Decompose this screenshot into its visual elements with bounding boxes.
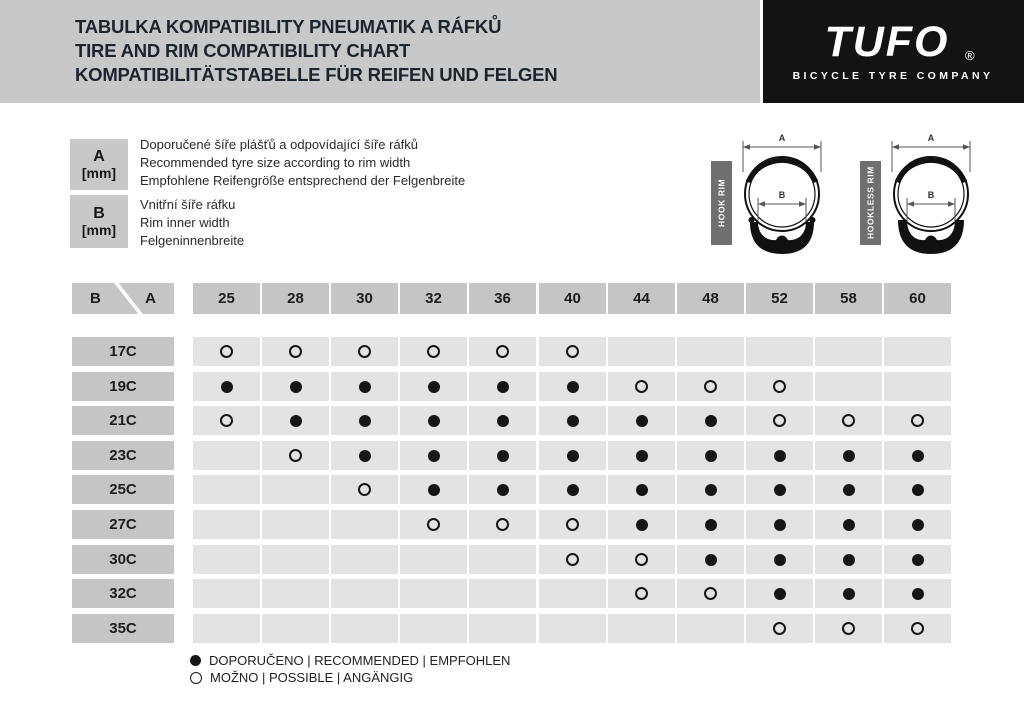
table-cell-23C-58 <box>815 441 882 470</box>
column-header-40: 40 <box>539 283 606 314</box>
possible-dot-icon <box>358 483 371 496</box>
possible-dot-icon <box>566 518 579 531</box>
table-cell-27C-40 <box>539 510 606 539</box>
table-cell-25C-44 <box>608 475 675 504</box>
table-cell-30C-58 <box>815 545 882 574</box>
key-possible <box>190 669 510 686</box>
table-cell-32C-48 <box>677 579 744 608</box>
column-header-25: 25 <box>193 283 260 314</box>
table-cell-17C-25 <box>193 337 260 366</box>
table-cell-27C-44 <box>608 510 675 539</box>
recommended-dot-icon <box>705 484 717 496</box>
row-header-30C: 30C <box>72 545 174 574</box>
recommended-dot-icon <box>221 381 233 393</box>
key-possible-label: MOŽNO | POSSIBLE | ANGÄNGIG <box>210 670 414 685</box>
legend-a-unit: [mm] <box>81 164 117 181</box>
table-cell-17C-32 <box>400 337 467 366</box>
recommended-dot-icon <box>774 519 786 531</box>
corner-diagonal-icon <box>72 283 174 314</box>
table-cell-35C-25 <box>193 614 260 643</box>
possible-dot-icon <box>911 622 924 635</box>
column-header-32: 32 <box>400 283 467 314</box>
possible-dot-icon <box>190 672 202 684</box>
table-cell-23C-36 <box>469 441 536 470</box>
recommended-dot-icon <box>290 415 302 427</box>
table-cell-21C-25 <box>193 406 260 435</box>
table-cell-19C-60 <box>884 372 951 401</box>
table-cell-32C-52 <box>746 579 813 608</box>
table-cell-27C-52 <box>746 510 813 539</box>
table-cell-19C-44 <box>608 372 675 401</box>
table-cell-35C-52 <box>746 614 813 643</box>
table-cell-30C-28 <box>262 545 329 574</box>
table-cell-23C-60 <box>884 441 951 470</box>
possible-dot-icon <box>496 345 509 358</box>
corner-row-axis-label: B <box>90 290 101 307</box>
possible-dot-icon <box>635 553 648 566</box>
table-cell-19C-36 <box>469 372 536 401</box>
table-cell-17C-28 <box>262 337 329 366</box>
possible-dot-icon <box>773 622 786 635</box>
hook-rim-label: HOOK RIM <box>711 161 732 245</box>
table-cell-19C-30 <box>331 372 398 401</box>
recommended-dot-icon <box>636 519 648 531</box>
logo-registered-mark: ® <box>965 48 975 63</box>
possible-dot-icon <box>773 414 786 427</box>
legend-b-line-cs: Vnitřní šíře ráfku <box>140 197 236 212</box>
table-cell-30C-40 <box>539 545 606 574</box>
possible-dot-icon <box>220 414 233 427</box>
table-cell-30C-32 <box>400 545 467 574</box>
column-header-48: 48 <box>677 283 744 314</box>
recommended-dot-icon <box>774 450 786 462</box>
hookless-rim-diagram-icon <box>885 130 977 256</box>
table-cell-25C-52 <box>746 475 813 504</box>
possible-dot-icon <box>289 449 302 462</box>
table-cell-23C-30 <box>331 441 398 470</box>
table-cell-25C-30 <box>331 475 398 504</box>
table-cell-17C-44 <box>608 337 675 366</box>
table-cell-21C-28 <box>262 406 329 435</box>
title-line-de: KOMPATIBILITÄTSTABELLE FÜR REIFEN UND FELGEN <box>75 64 558 85</box>
recommended-dot-icon <box>428 415 440 427</box>
recommended-dot-icon <box>705 519 717 531</box>
recommended-dot-icon <box>359 450 371 462</box>
row-header-21C: 21C <box>72 406 174 435</box>
table-cell-30C-36 <box>469 545 536 574</box>
table-cell-32C-30 <box>331 579 398 608</box>
table-cell-23C-28 <box>262 441 329 470</box>
possible-dot-icon <box>704 380 717 393</box>
recommended-dot-icon <box>843 519 855 531</box>
table-cell-21C-40 <box>539 406 606 435</box>
recommended-dot-icon <box>567 450 579 462</box>
title-line-en: TIRE AND RIM COMPATIBILITY CHART <box>75 40 411 61</box>
column-header-44: 44 <box>608 283 675 314</box>
table-cell-21C-52 <box>746 406 813 435</box>
legend-b-unit: [mm] <box>81 221 117 238</box>
recommended-dot-icon <box>428 381 440 393</box>
hook-dim-a-label: A <box>778 133 786 143</box>
legend-b-description <box>140 196 244 250</box>
legend-box-b <box>70 195 128 248</box>
table-cell-17C-36 <box>469 337 536 366</box>
table-cell-21C-60 <box>884 406 951 435</box>
table-cell-35C-44 <box>608 614 675 643</box>
table-cell-25C-40 <box>539 475 606 504</box>
table-cell-32C-40 <box>539 579 606 608</box>
hook-rim-diagram-icon <box>736 130 828 256</box>
symbol-key <box>190 652 510 686</box>
legend-a-line-en: Recommended tyre size according to rim width <box>140 155 411 170</box>
possible-dot-icon <box>566 345 579 358</box>
hook-dim-b-label: B <box>778 190 786 200</box>
table-cell-17C-58 <box>815 337 882 366</box>
recommended-dot-icon <box>705 554 717 566</box>
row-header-25C: 25C <box>72 475 174 504</box>
table-cell-23C-52 <box>746 441 813 470</box>
table-cell-19C-32 <box>400 372 467 401</box>
possible-dot-icon <box>704 587 717 600</box>
table-cell-21C-58 <box>815 406 882 435</box>
recommended-dot-icon <box>497 415 509 427</box>
recommended-dot-icon <box>774 588 786 600</box>
table-cell-17C-48 <box>677 337 744 366</box>
table-cell-35C-58 <box>815 614 882 643</box>
recommended-dot-icon <box>567 484 579 496</box>
recommended-dot-icon <box>705 415 717 427</box>
table-cell-32C-36 <box>469 579 536 608</box>
row-header-35C: 35C <box>72 614 174 643</box>
possible-dot-icon <box>427 345 440 358</box>
table-cell-19C-52 <box>746 372 813 401</box>
legend-a-letter: A <box>93 147 105 165</box>
table-cell-35C-28 <box>262 614 329 643</box>
possible-dot-icon <box>842 414 855 427</box>
recommended-dot-icon <box>774 484 786 496</box>
table-cell-25C-32 <box>400 475 467 504</box>
table-cell-21C-36 <box>469 406 536 435</box>
possible-dot-icon <box>911 414 924 427</box>
possible-dot-icon <box>496 518 509 531</box>
hookless-dim-b-label: B <box>927 190 935 200</box>
possible-dot-icon <box>427 518 440 531</box>
row-header-17C: 17C <box>72 337 174 366</box>
recommended-dot-icon <box>359 381 371 393</box>
recommended-dot-icon <box>843 484 855 496</box>
table-cell-23C-32 <box>400 441 467 470</box>
recommended-dot-icon <box>428 450 440 462</box>
column-header-60: 60 <box>884 283 951 314</box>
table-cell-25C-60 <box>884 475 951 504</box>
table-cell-27C-32 <box>400 510 467 539</box>
table-cell-35C-60 <box>884 614 951 643</box>
table-cell-27C-36 <box>469 510 536 539</box>
title-line-cs: TABULKA KOMPATIBILITY PNEUMATIK A RÁFKŮ <box>75 16 502 37</box>
recommended-dot-icon <box>636 415 648 427</box>
recommended-dot-icon <box>428 484 440 496</box>
table-cell-27C-60 <box>884 510 951 539</box>
table-cell-30C-48 <box>677 545 744 574</box>
recommended-dot-icon <box>843 450 855 462</box>
logo-brand-text: TUFO <box>824 18 950 66</box>
recommended-dot-icon <box>912 588 924 600</box>
brand-logo <box>763 0 1024 103</box>
table-cell-27C-28 <box>262 510 329 539</box>
legend-box-a <box>70 139 128 190</box>
legend-a-line-de: Empfohlene Reifengröße entsprechend der Felgenbreite <box>140 173 466 188</box>
column-header-36: 36 <box>469 283 536 314</box>
possible-dot-icon <box>635 380 648 393</box>
row-header-23C: 23C <box>72 441 174 470</box>
table-cell-25C-58 <box>815 475 882 504</box>
corner-col-axis-label: A <box>145 290 156 307</box>
recommended-dot-icon <box>497 381 509 393</box>
recommended-dot-icon <box>912 554 924 566</box>
table-cell-35C-30 <box>331 614 398 643</box>
table-cell-23C-48 <box>677 441 744 470</box>
possible-dot-icon <box>773 380 786 393</box>
recommended-dot-icon <box>912 519 924 531</box>
table-cell-32C-28 <box>262 579 329 608</box>
table-cell-19C-40 <box>539 372 606 401</box>
recommended-dot-icon <box>843 588 855 600</box>
table-cell-35C-32 <box>400 614 467 643</box>
table-cell-21C-30 <box>331 406 398 435</box>
recommended-dot-icon <box>190 655 201 666</box>
table-cell-25C-28 <box>262 475 329 504</box>
recommended-dot-icon <box>774 554 786 566</box>
table-cell-17C-60 <box>884 337 951 366</box>
possible-dot-icon <box>566 553 579 566</box>
legend-a-description <box>140 136 465 190</box>
row-header-27C: 27C <box>72 510 174 539</box>
table-cell-21C-32 <box>400 406 467 435</box>
table-cell-17C-30 <box>331 337 398 366</box>
table-cell-35C-36 <box>469 614 536 643</box>
hookless-dim-a-label: A <box>927 133 935 143</box>
table-cell-30C-60 <box>884 545 951 574</box>
table-cell-23C-44 <box>608 441 675 470</box>
recommended-dot-icon <box>290 381 302 393</box>
recommended-dot-icon <box>636 450 648 462</box>
table-cell-30C-30 <box>331 545 398 574</box>
table-cell-25C-25 <box>193 475 260 504</box>
possible-dot-icon <box>842 622 855 635</box>
page-title <box>75 15 557 87</box>
table-cell-32C-32 <box>400 579 467 608</box>
table-cell-19C-58 <box>815 372 882 401</box>
legend-a-line-cs: Doporučené šíře plášťů a odpovídající šíře ráfků <box>140 137 419 152</box>
table-cell-30C-52 <box>746 545 813 574</box>
legend-b-line-en: Rim inner width <box>140 215 230 230</box>
column-header-28: 28 <box>262 283 329 314</box>
table-cell-21C-44 <box>608 406 675 435</box>
legend-b-line-de: Felgeninnenbreite <box>140 233 245 248</box>
table-cell-19C-28 <box>262 372 329 401</box>
recommended-dot-icon <box>705 450 717 462</box>
tufo-logo-icon <box>763 0 1024 103</box>
recommended-dot-icon <box>567 381 579 393</box>
table-cell-23C-40 <box>539 441 606 470</box>
table-cell-32C-60 <box>884 579 951 608</box>
recommended-dot-icon <box>567 415 579 427</box>
table-cell-30C-44 <box>608 545 675 574</box>
recommended-dot-icon <box>497 450 509 462</box>
table-corner-cell <box>72 283 174 314</box>
recommended-dot-icon <box>912 484 924 496</box>
possible-dot-icon <box>358 345 371 358</box>
recommended-dot-icon <box>359 415 371 427</box>
row-header-32C: 32C <box>72 579 174 608</box>
row-header-19C: 19C <box>72 372 174 401</box>
compatibility-table <box>72 283 962 653</box>
table-cell-21C-48 <box>677 406 744 435</box>
table-cell-27C-48 <box>677 510 744 539</box>
table-cell-30C-25 <box>193 545 260 574</box>
table-cell-19C-48 <box>677 372 744 401</box>
table-cell-27C-30 <box>331 510 398 539</box>
column-header-30: 30 <box>331 283 398 314</box>
possible-dot-icon <box>635 587 648 600</box>
table-cell-17C-40 <box>539 337 606 366</box>
table-cell-35C-40 <box>539 614 606 643</box>
table-cell-27C-58 <box>815 510 882 539</box>
table-cell-35C-48 <box>677 614 744 643</box>
table-cell-27C-25 <box>193 510 260 539</box>
table-cell-17C-52 <box>746 337 813 366</box>
key-recommended-label: DOPORUČENO | RECOMMENDED | EMPFOHLEN <box>209 653 511 668</box>
recommended-dot-icon <box>843 554 855 566</box>
key-recommended <box>190 652 510 669</box>
table-cell-19C-25 <box>193 372 260 401</box>
table-cell-25C-48 <box>677 475 744 504</box>
possible-dot-icon <box>220 345 233 358</box>
table-cell-23C-25 <box>193 441 260 470</box>
possible-dot-icon <box>289 345 302 358</box>
recommended-dot-icon <box>912 450 924 462</box>
table-cell-25C-36 <box>469 475 536 504</box>
table-cell-32C-44 <box>608 579 675 608</box>
recommended-dot-icon <box>497 484 509 496</box>
logo-tagline: BICYCLE TYRE COMPANY <box>792 70 994 82</box>
table-cell-32C-25 <box>193 579 260 608</box>
recommended-dot-icon <box>636 484 648 496</box>
column-header-58: 58 <box>815 283 882 314</box>
table-cell-32C-58 <box>815 579 882 608</box>
hookless-rim-label: HOOKLESS RIM <box>860 161 881 245</box>
legend-b-letter: B <box>93 204 105 222</box>
column-header-52: 52 <box>746 283 813 314</box>
